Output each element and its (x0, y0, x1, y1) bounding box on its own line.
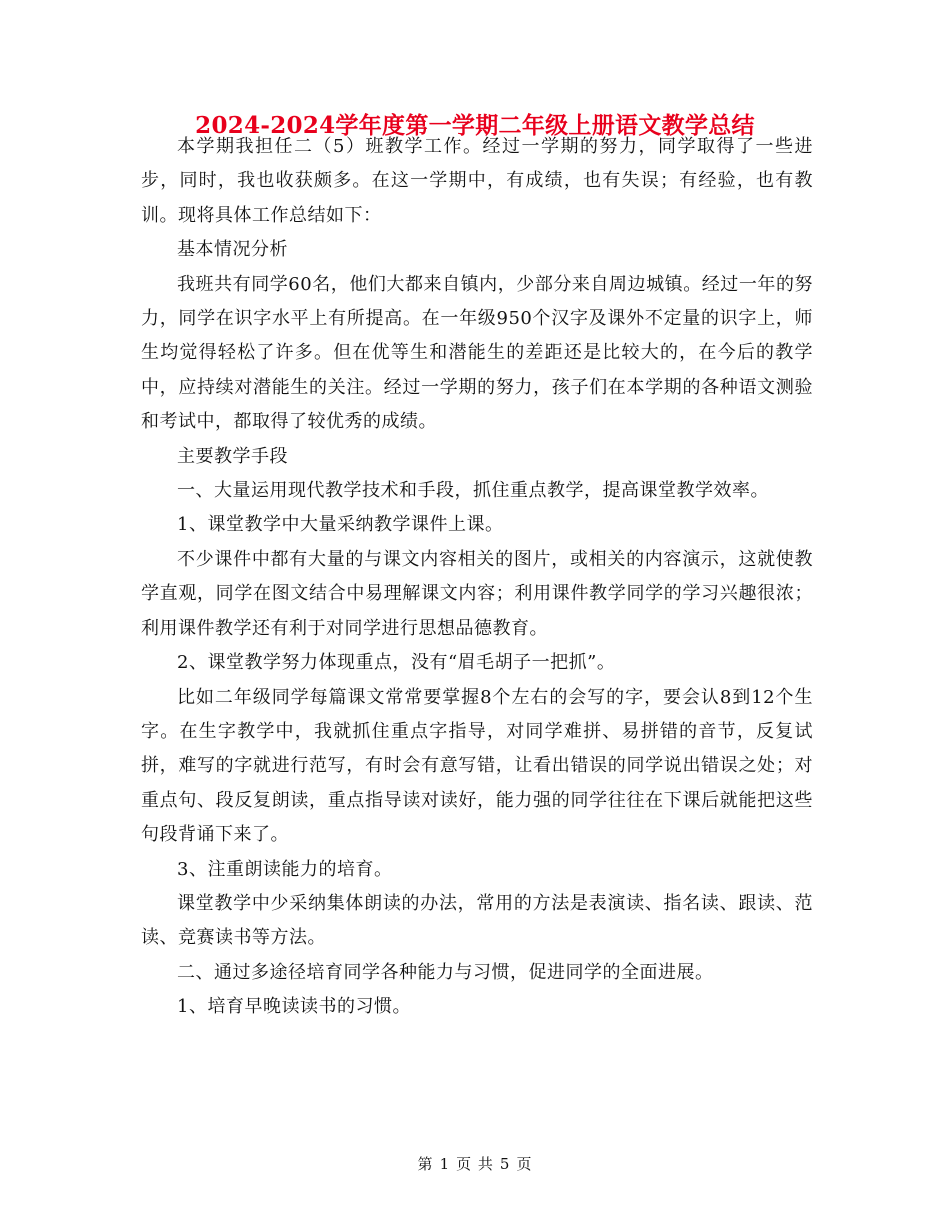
page-footer (0, 1154, 950, 1174)
paragraph-subpoint-1: 1、课堂教学中大量采纳教学课件上课。 (177, 514, 504, 536)
document-body (141, 130, 813, 1025)
paragraph-point-two: 二、通过多途径培育同学各种能力与习惯，促进同学的全面进展。 (177, 961, 714, 983)
paragraph-reading-methods: 课堂教学中少采纳集体朗读的办法，常用的方法是表演读、指名读、跟读、范读、竞赛读书等方法。 (141, 892, 813, 949)
paragraph-subpoint-3: 3、注重朗读能力的培育。 (177, 858, 393, 880)
paragraph-courseware: 不少课件中都有大量的与课文内容相关的图片，或相关的内容演示，这就使教学直观，同学在图文结合中易理解课文内容；利用课件教学同学的学习兴趣很浓；利用课件教学还有利于对同学进行思想品德教育。 (141, 548, 813, 639)
footer-page-number: 1 (439, 1155, 451, 1173)
paragraph-subpoint-reading-habit: 1、培育早晚读读书的习惯。 (177, 996, 411, 1018)
footer-total-pages: 5 (499, 1155, 511, 1173)
paragraph-class-overview: 我班共有同学60名，他们大都来自镇内，少部分来自周边城镇。经过一年的努力，同学在识字水平上有所提高。在一年级950个汉字及课外不定量的识字上，师生均觉得轻松了许多。但在优等生和潜能生的差距还是比较大的，在今后的教学中，应持续对潜能生的关注。经过一学期的努力，孩子们在本学期的各种语文测验和考试中，都取得了较优秀的成绩。 (141, 273, 813, 433)
paragraph-point-one: 一、大量运用现代教学技术和手段，抓住重点教学，提高课堂教学效率。 (177, 480, 769, 502)
footer-middle: 页 共 (456, 1155, 494, 1173)
section-heading-basic-situation: 基本情况分析 (177, 239, 288, 261)
paragraph-character-teaching: 比如二年级同学每篇课文常常要掌握8个左右的会写的字，要会认8到12个生字。在生字教学中，我就抓住重点字指导，对同学难拼、易拼错的音节，反复试拼，难写的字就进行范写，有时会有意写错，让看出错误的同学说出错误之处；对重点句、段反复朗读，重点指导读对读好，能力强的同学往往在下课后就能把这些句段背诵下来了。 (141, 686, 813, 846)
paragraph-subpoint-2: 2、课堂教学努力体现重点，没有“眉毛胡子一把抓”。 (177, 652, 616, 674)
footer-suffix: 页 (516, 1155, 533, 1173)
paragraph-intro: 本学期我担任二（5）班教学工作。经过一学期的努力，同学取得了一些进步，同时，我也收获颇多。在这一学期中，有成绩，也有失误；有经验，也有教训。现将具体工作总结如下： (141, 136, 813, 226)
section-heading-teaching-methods: 主要教学手段 (177, 445, 288, 467)
footer-prefix: 第 (417, 1155, 434, 1173)
document-title: 2024-2024学年度第一学期二年级上册语文教学总结 (195, 112, 755, 139)
